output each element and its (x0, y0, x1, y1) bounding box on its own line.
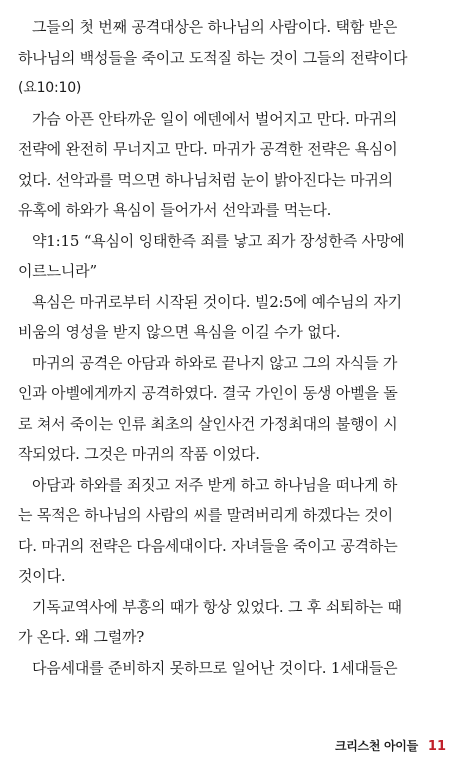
text-line: 인과 아벨에게까지 공격하였다. 결국 가인이 동생 아벨을 돌 (18, 384, 398, 402)
text-line: 작되었다. 그것은 마귀의 작품 이었다. (18, 445, 260, 463)
text-line: 가슴 아픈 안타까운 일이 에덴에서 벌어지고 만다. 마귀의 (32, 109, 398, 128)
text-line: 마귀의 공격은 아담과 하와로 끝나지 않고 그의 자식들 가 (32, 353, 398, 372)
text-line: 기독교역사에 부흥의 때가 항상 있었다. 그 후 쇠퇴하는 때 (32, 597, 402, 616)
paragraph (18, 12, 452, 104)
text-line: (요10:10) (18, 80, 82, 96)
text-line: 비움의 영성을 받지 않으면 욕심을 이길 수가 없다. (18, 323, 341, 341)
text-line: 가 온다. 왜 그럴까? (18, 628, 145, 646)
page-number: 11 (427, 739, 446, 754)
text-line: 그들의 첫 번째 공격대상은 하나님의 사람이다. 택함 받은 (32, 18, 398, 36)
text-line: 것이다. (18, 567, 66, 585)
text-line: 전략에 완전히 무너지고 만다. 마귀가 공격한 전략은 욕심이 (18, 140, 398, 158)
text-line: 유혹에 하와가 욕심이 들어가서 선악과를 먹는다. (18, 201, 332, 219)
book-title: 크리스천 아이들 (334, 739, 418, 753)
paragraph (18, 348, 452, 470)
text-line: 로 쳐서 죽이는 인류 최초의 살인사건 가정최대의 불행이 시 (18, 414, 398, 433)
text-line: 하나님의 백성들을 죽이고 도적질 하는 것이 그들의 전략이다 (18, 48, 408, 67)
text-line: 었다. 선악과를 먹으면 하나님처럼 눈이 밝아진다는 마귀의 (18, 170, 393, 189)
text-line: 다음세대를 준비하지 못하므로 일어난 것이다. 1세대들은 (32, 658, 398, 677)
text-line: 아담과 하와를 죄짓고 저주 받게 하고 하나님을 떠나게 하 (32, 475, 398, 494)
page-footer (335, 737, 446, 754)
paragraph (18, 592, 452, 653)
text-line: 약1:15 “욕심이 잉태한즉 죄를 낳고 죄가 장성한즉 사망에 (32, 231, 405, 250)
paragraph (18, 470, 452, 592)
body-text (18, 12, 452, 683)
text-line: 욕심은 마귀로부터 시작된 것이다. 빌2:5에 예수님의 자기 (32, 292, 402, 311)
paragraph (18, 653, 452, 684)
paragraph (18, 226, 452, 287)
paragraph (18, 287, 452, 348)
text-line: 다. 마귀의 전략은 다음세대이다. 자녀들을 죽이고 공격하는 (18, 536, 398, 555)
text-line: 이르느니라” (18, 262, 97, 280)
text-line: 는 목적은 하나님의 사람의 씨를 말려버리게 하겠다는 것이 (18, 506, 393, 524)
paragraph (18, 104, 452, 226)
